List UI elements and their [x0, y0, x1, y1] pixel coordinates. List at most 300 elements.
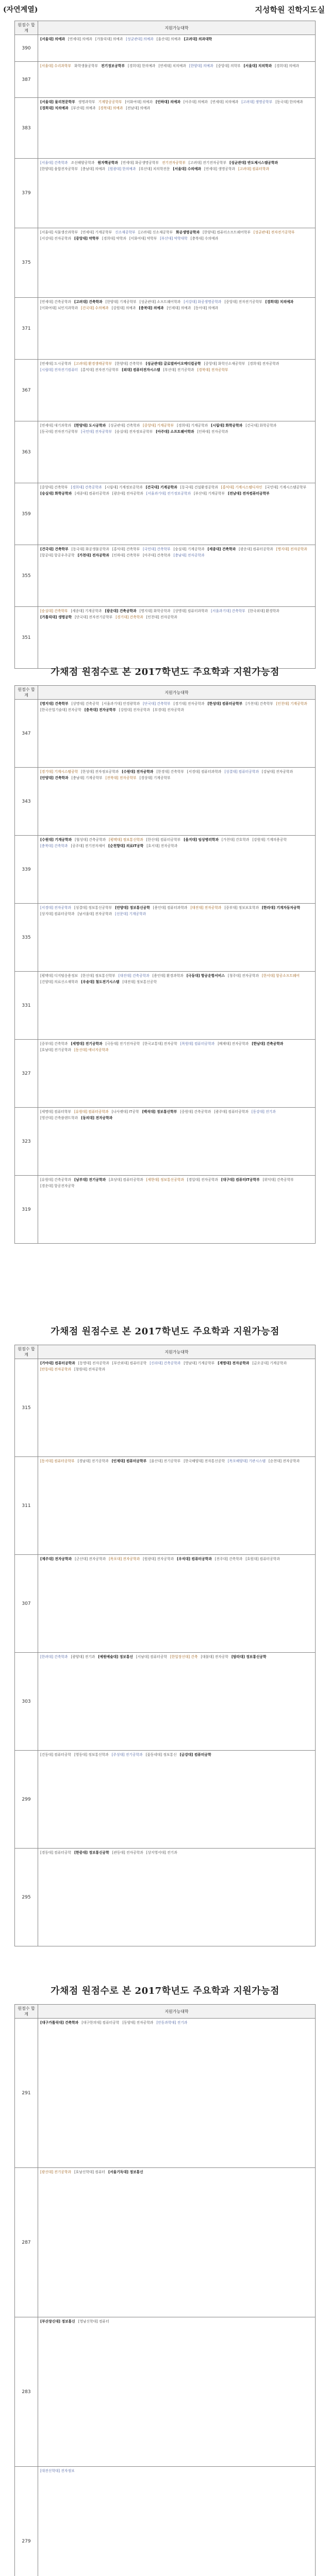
university-list — [40, 1752, 313, 1758]
score-col-header: 원점수 합계 — [15, 1345, 38, 1359]
entries-cell — [38, 159, 316, 228]
score-cell: 307 — [15, 1555, 38, 1653]
score-cell: 315 — [15, 1359, 38, 1457]
table-row — [15, 35, 316, 62]
entries-cell — [38, 483, 316, 545]
university-entry: [유원대] 컴퓨터공학과 — [74, 1110, 109, 1114]
university-entry: [연세대] 화공생명공학부 — [121, 161, 159, 165]
university-entry: 화학생물공학부 — [74, 64, 98, 68]
university-entry: [경희대] 한의예과 — [127, 64, 156, 68]
university-entry: 조선해양공학과 — [71, 161, 95, 165]
entries-cell — [38, 2317, 316, 2467]
entries-cell — [38, 62, 316, 98]
university-entry: [영동대] 정보통신학과 — [74, 1753, 109, 1757]
table-row — [15, 904, 316, 972]
entries-cell — [38, 1040, 316, 1108]
university-entry: [충남대] 기계공학부 — [71, 775, 103, 780]
university-entry: [한양대] 융합전자공학부 — [40, 166, 78, 171]
score-cell: 323 — [15, 1108, 38, 1176]
university-list — [40, 361, 313, 373]
university-entry: [주성대] 전기공학과 — [111, 1753, 143, 1757]
university-entry: [광운대] 컴퓨터공학과 — [239, 547, 273, 551]
entries-cell — [38, 836, 316, 904]
university-entry: [성균관대] 반도체시스템공학과 — [229, 161, 278, 165]
university-entry: [성균관대] 전자전기공학부 — [253, 230, 295, 234]
entries-cell — [38, 1108, 316, 1176]
entries-cell — [38, 904, 316, 972]
section-title-2: 가채점 원점수로 본 2017학년도 주요학과 지원가능점 — [51, 667, 279, 677]
university-entry: [시립대] 전자전기컴퓨터 — [40, 367, 78, 372]
university-list — [40, 2020, 313, 2026]
university-entry: [울산대] 의예과 — [156, 37, 181, 41]
university-entry: [목포해양대] 기관시스템 — [227, 1459, 266, 1463]
table-row — [15, 700, 316, 768]
university-list — [40, 423, 313, 435]
university-entry: [서남대] 컴퓨터공학 — [136, 1655, 167, 1659]
university-entry: [경일대] 전자공학과 — [187, 1178, 218, 1182]
university-entry: [고려대] 건축학과 — [74, 300, 103, 304]
page-header — [0, 0, 330, 21]
university-entry: [연세대] 건축공학과 — [40, 300, 71, 304]
university-entry: [안양대] 건축학과 — [40, 775, 69, 780]
university-entry: [안동과학대] 전기과 — [156, 2021, 188, 2025]
university-entry: [홍익대] 건축학부 — [112, 547, 140, 551]
university-entry: [수원대] 전자공학과 — [122, 770, 154, 774]
table-row — [15, 2467, 316, 2576]
university-entry: [중원대] 건축공학과 — [180, 1110, 211, 1114]
university-entry: [한려대] 건축학과 — [40, 1655, 68, 1659]
university-list — [40, 769, 313, 781]
score-cell: 327 — [15, 1040, 38, 1108]
entries-cell — [38, 298, 316, 360]
university-list — [40, 1041, 313, 1053]
table-row — [15, 159, 316, 228]
university-entry: [고려대] 의과대학 — [184, 37, 212, 41]
university-entry: [한신대] 정보통신학부 — [81, 974, 116, 978]
university-entry: [한양대] 건축학부 — [115, 362, 143, 366]
university-entry: [가톨릭대] 의예과 — [95, 37, 123, 41]
university-entry: [강원대] 전자공학과 — [119, 707, 150, 712]
university-entry: [연세대] 의예과 — [68, 37, 92, 41]
university-entry: [연세대] 생명공학과 — [204, 166, 235, 171]
entries-cell — [38, 1359, 316, 1457]
score-cell: 355 — [15, 545, 38, 607]
entries-cell — [38, 972, 316, 1040]
university-entry: [서울대] 수의예과 — [173, 166, 201, 171]
university-entry: [호남신학대] 컴퓨터 — [74, 2170, 105, 2174]
university-entry: [백석대] 정보통신학부 — [142, 1110, 177, 1114]
university-entry: [가톨릭대] 생명공학 — [40, 615, 72, 619]
university-entry: [서강대] 전자공학과 — [40, 236, 71, 241]
university-entry: [대구대] 컴퓨터IT공학부 — [221, 1178, 260, 1182]
university-entry: [전남대] 의예과 — [126, 106, 151, 110]
university-entry: [영남신학대] 컴퓨터 — [78, 2319, 109, 2324]
university-entry: [영남대] 기계공학부 — [184, 1361, 215, 1365]
score-cell: 383 — [15, 98, 38, 159]
entries-cell — [38, 2168, 316, 2317]
table-row — [15, 1176, 316, 1244]
score-cell: 363 — [15, 421, 38, 483]
table-row — [15, 836, 316, 904]
university-entry: [극동대] 전기전자공학 — [105, 1042, 140, 1046]
university-entry: [건동대] 컴퓨터공학 — [40, 1753, 71, 1757]
university-entry: [동국대] 한의예과 — [275, 100, 303, 104]
university-entry: [신라대] 건축공학과 — [150, 1361, 181, 1365]
university-entry: [경희대] 치의예과 — [265, 300, 294, 304]
content-col-header: 지원가능대학 — [38, 2005, 316, 2019]
score-table-1 — [14, 21, 316, 669]
university-entry: [아주대] 의예과 — [183, 100, 208, 104]
university-entry: [가야대] 컴퓨터공학과 — [40, 1361, 75, 1365]
entries-cell — [38, 1176, 316, 1244]
entries-cell — [38, 700, 316, 768]
university-entry: [목포대] 전자공학과 — [109, 1557, 140, 1561]
university-entry: [동아대] 의예과 — [194, 306, 219, 310]
university-list — [40, 37, 313, 43]
table-row — [15, 360, 316, 421]
university-entry: [세명대] 컴퓨터학부 — [40, 1110, 71, 1114]
university-entry: [협성대] 건축공학과 — [75, 838, 106, 842]
score-cell: 311 — [15, 1457, 38, 1555]
university-entry: [동신대] 에너지공학과 — [74, 1047, 109, 1052]
score-cell: 351 — [15, 607, 38, 669]
university-entry: [단국대] 전자전기공학부 — [75, 615, 113, 619]
entries-cell — [38, 545, 316, 607]
university-entry: 기계항공공학부 — [98, 100, 122, 104]
university-entry: [아주대] 건축학과 — [143, 553, 171, 557]
university-entry: [중부대] 정보보호학과 — [224, 906, 259, 910]
table-row — [15, 768, 316, 836]
university-entry: [나사렛대] IT공학 — [111, 1110, 139, 1114]
university-entry: [꽃동네대] 정보통신 — [145, 1753, 177, 1757]
university-entry: [광운대] 건축공학과 — [105, 609, 137, 613]
university-entry: [중앙대] 전자전기공학부 — [224, 300, 262, 304]
table-row — [15, 2168, 316, 2317]
university-entry: [우석대] 컴퓨터공학과 — [177, 1557, 212, 1561]
score-cell: 371 — [15, 298, 38, 360]
university-entry: [원광대] 한의예과 — [108, 166, 136, 171]
university-entry: [이화여대] 뇌인지과학과 — [40, 306, 78, 310]
entries-cell — [38, 421, 316, 483]
university-list — [40, 160, 313, 172]
university-entry: [중앙대] 약학부 — [74, 236, 99, 241]
entries-cell — [38, 2019, 316, 2168]
university-entry: [부산대] 기계공학부 — [193, 491, 225, 496]
university-entry: [한일장신대] 건축 — [170, 1655, 198, 1659]
university-entry: [고려대] 환경생태공학부 — [74, 362, 112, 366]
university-entry: [충북대] 전자공학부 — [84, 707, 116, 712]
university-entry: [가천대] 건축학부 — [245, 702, 273, 706]
university-entry: [국민대] 기계시스템공학부 — [265, 485, 307, 489]
university-entry: [세종대] 컴퓨터공학과 — [75, 491, 109, 496]
university-entry: [인천대] 기계공학과 — [276, 702, 307, 706]
university-entry: [순천대] 전자공학과 — [269, 1459, 300, 1463]
university-entry: [한국외대] 환경학과 — [248, 609, 279, 613]
university-entry: [경상대] 기계공학부 — [139, 775, 171, 780]
score-col-header: 원점수 합계 — [15, 2005, 38, 2019]
university-entry: [금강대] 컴퓨터공학 — [179, 1753, 211, 1757]
university-list — [40, 99, 313, 111]
table-row — [15, 2019, 316, 2168]
university-entry: [고려대] 생명공학부 — [241, 100, 273, 104]
university-entry: [원광대] 전자공학과 — [143, 1557, 174, 1561]
university-entry: [시립대] 기계정보공학과 — [105, 485, 143, 489]
university-entry: [경희대] 약학과 — [102, 236, 126, 241]
entries-cell — [38, 607, 316, 669]
university-entry: [울산대] 전기공학부 — [150, 1459, 181, 1463]
university-entry: [부산장신대] 정보통신 — [40, 2319, 75, 2324]
university-entry: [안양대] 정보통신공학 — [115, 906, 150, 910]
university-entry: [선문대] 기계공학과 — [115, 911, 146, 916]
university-entry: [고려대] 전기전자공학부 — [188, 161, 227, 165]
table-row — [15, 1555, 316, 1653]
university-entry: [한남대] 건축공학과 — [252, 1042, 284, 1046]
university-entry: [이화여대] 약학부 — [129, 236, 157, 241]
university-entry: [건국대] 기계공학과 — [145, 485, 177, 489]
table-row — [15, 62, 316, 98]
university-entry: 원자핵공학과 — [97, 161, 118, 165]
university-entry: [성균관대] 건축학과 — [109, 423, 140, 428]
university-entry: [시립대] 화학공학과 — [211, 423, 243, 428]
score-cell: 331 — [15, 972, 38, 1040]
university-entry: [전남대] 전자컴퓨터공학부 — [227, 491, 270, 496]
university-entry: [성균관대] 소프트웨어학과 — [139, 300, 181, 304]
university-list — [40, 230, 313, 242]
university-entry: [대전대] 정보통신공학 — [122, 979, 157, 984]
content-col-header: 지원가능대학 — [38, 21, 316, 35]
university-entry: [평택대] 디지털응용정보 — [40, 974, 78, 978]
content-col-header: 지원가능대학 — [38, 1345, 316, 1359]
score-cell: 319 — [15, 1176, 38, 1244]
university-list — [40, 2170, 313, 2176]
entries-cell — [38, 360, 316, 421]
university-entry: [서울대] 수리과학부 — [40, 64, 71, 68]
entries-cell — [38, 35, 316, 62]
score-col-header: 원점수 합계 — [15, 686, 38, 700]
university-entry: [서경대] 컴퓨터과학과 — [187, 770, 222, 774]
university-list — [40, 1361, 313, 1372]
university-entry: [연세대] 기계공학부 — [81, 230, 112, 234]
table-row — [15, 228, 316, 298]
university-entry: [부산대] 약학대학 — [160, 236, 188, 241]
university-entry: [광신대] 전기공학과 — [40, 2170, 71, 2174]
university-entry: [한성대] 전자정보공학과 — [81, 770, 119, 774]
university-entry: [성결대] 컴퓨터공학과 — [224, 770, 259, 774]
university-entry: [인제대] 컴퓨터공학부 — [111, 1459, 147, 1463]
university-list — [40, 1556, 313, 1563]
university-entry: [위덕대] 건축공학부 — [262, 1178, 294, 1182]
score-cell: 287 — [15, 2168, 38, 2317]
score-cell: 295 — [15, 1849, 38, 1946]
university-entry: [홍익대] 기계시스템디자인 — [221, 485, 262, 489]
university-entry: [연세대] 대기과학과 — [40, 423, 71, 428]
university-entry: [가천대] 간호학과 — [221, 838, 250, 842]
university-entry: [경희대] 의예과 — [275, 64, 299, 68]
score-cell: 299 — [15, 1751, 38, 1849]
table-row — [15, 1751, 316, 1849]
university-entry: 신소재공학부 — [115, 230, 136, 234]
university-entry: [한성대] 컴퓨터공학부 — [207, 702, 243, 706]
score-cell: 347 — [15, 700, 38, 768]
university-entry: [부산대] 치의학전문 — [139, 166, 170, 171]
university-entry: [중앙대] 화학신소재공학부 — [204, 362, 245, 366]
university-entry: [연세대] 치의예과 — [210, 100, 239, 104]
score-cell: 291 — [15, 2019, 38, 2168]
university-entry: [서울과기대] 전기정보공학과 — [146, 491, 191, 496]
university-list — [40, 1177, 313, 1189]
university-list — [40, 485, 313, 497]
university-entry: [배재대] 전자공학과 — [218, 1042, 249, 1046]
score-cell: 343 — [15, 768, 38, 836]
table-row — [15, 421, 316, 483]
content-col-header: 지원가능대학 — [38, 686, 316, 700]
university-entry: [금오공대] 기계공학과 — [252, 1361, 287, 1365]
score-cell: 339 — [15, 836, 38, 904]
university-entry: [중앙대] 기계공학부 — [143, 423, 174, 428]
university-entry: [고려대] 컴퓨터학과 — [238, 166, 269, 171]
university-entry: [항공대] 항공우주공학 — [40, 553, 75, 557]
table-row — [15, 1457, 316, 1555]
university-entry: [전주대] 건축학과 — [214, 1557, 243, 1561]
university-entry: [순천향대] 의료IT공학 — [108, 843, 144, 848]
entries-cell — [38, 1751, 316, 1849]
university-entry: [광양대] 전기과 — [71, 1655, 95, 1659]
university-entry: [충남대] 전자공학과 — [173, 553, 205, 557]
section-title-3: 가채점 원점수로 본 2017학년도 주요학과 지원가능점 — [51, 1326, 279, 1337]
university-entry: [대진대] 건축공학과 — [118, 974, 150, 978]
university-entry: [숭실대] 건축학부 — [40, 609, 68, 613]
university-entry: [호서대] 전자공학과 — [146, 843, 178, 848]
university-list — [40, 905, 313, 917]
university-entry: [한양대] 의예과 — [189, 64, 213, 68]
university-entry: [극동대] 항공운항서비스 — [186, 974, 225, 978]
university-entry: [경희대] 치의예과 — [40, 106, 69, 110]
university-entry: [서울대] 건축학과 — [40, 161, 68, 165]
university-entry: [홍익대] 전자전기공학부 — [81, 367, 119, 372]
university-entry: [우송대] 철도전기시스템 — [81, 979, 120, 984]
university-entry: [한국교통대] 전자공학 — [143, 1042, 177, 1046]
university-entry: [용인대] 컴퓨터과학과 — [153, 906, 188, 910]
university-entry: [동양대] 전자공학과 — [122, 2021, 154, 2025]
university-list — [40, 1109, 313, 1121]
university-list — [40, 608, 313, 620]
university-entry: [서울대] 식물생산과학부 — [40, 230, 78, 234]
university-entry: [한중대] 정보통신공학 — [74, 1851, 109, 1855]
university-entry: [서울기독대] 정보통신 — [108, 2170, 143, 2174]
university-list — [40, 1654, 313, 1660]
university-entry: [안동대] 전자공학과 — [40, 1367, 71, 1371]
university-entry: [남부대] 전기공학과 — [74, 1178, 106, 1182]
university-list — [40, 547, 313, 558]
university-entry: [부산대] 의예과 — [71, 106, 96, 110]
university-entry: [강남대] 전자공학과 — [261, 770, 293, 774]
university-entry: [전북대] 전자공학부 — [105, 775, 137, 780]
university-entry: 생명과학부 — [78, 100, 95, 104]
university-entry: [예원예술대] 정보통신 — [98, 1655, 133, 1659]
score-cell: 279 — [15, 2467, 38, 2576]
score-cell: 387 — [15, 62, 38, 98]
university-entry: [충남대] 의예과 — [81, 166, 105, 171]
university-entry: [숭실대] 전자정보공학부 — [115, 429, 153, 434]
score-cell: 283 — [15, 2317, 38, 2467]
university-entry: [한양대] 도시공학과 — [74, 423, 106, 428]
university-entry: [상지영서대] 전기과 — [146, 1851, 177, 1855]
score-cell: 367 — [15, 360, 38, 421]
university-entry: [계명대] 전자공학과 — [218, 1361, 250, 1365]
score-cell: 379 — [15, 159, 38, 228]
table-row — [15, 1653, 316, 1751]
score-table-4 — [14, 2004, 316, 2576]
score-cell: 375 — [15, 228, 38, 298]
university-entry: [충북대] 수의예과 — [190, 236, 219, 241]
university-entry: [부경대] 전자공학과 — [153, 707, 184, 712]
university-entry: [수원대] 기계공학과 — [40, 838, 72, 842]
university-entry: [부산외대] 컴퓨터공학 — [112, 1361, 147, 1365]
university-entry: [중부대] 건축학과 — [40, 1042, 68, 1046]
university-entry: [이화여대] 의예과 — [125, 100, 153, 104]
university-entry: [인천대] 전자공학과 — [146, 615, 177, 619]
university-entry: [서울과기대] 안경광학과 — [102, 702, 140, 706]
university-entry: [경기대] 전자공학과 — [173, 702, 205, 706]
university-entry: [한신대] 컴퓨터공학부 — [146, 838, 181, 842]
university-entry: [대불대] 전자공학 — [201, 1655, 228, 1659]
university-entry: [한서대] 항공소프트웨어 — [261, 974, 300, 978]
university-entry: [청주대] 전자공학과 — [227, 974, 259, 978]
university-entry: [아주대] 소프트웨어학과 — [156, 429, 194, 434]
university-entry: [서울대] 물리천문학부 — [40, 100, 75, 104]
university-entry: [경희대] 건축공학과 — [71, 485, 102, 489]
university-entry: [경운대] 항공전자공학 — [40, 1183, 75, 1188]
university-entry: [한국해양대] 전자통신공학 — [184, 1459, 225, 1463]
university-entry: [명지대] 전자공학과 — [276, 547, 307, 551]
score-cell: 335 — [15, 904, 38, 972]
university-entry: [대구한의대] 컴퓨터공학 — [81, 2021, 120, 2025]
table-row — [15, 483, 316, 545]
university-entry: [국민대] 건축학부 — [143, 547, 171, 551]
table-row — [15, 1108, 316, 1176]
university-entry: [건국대] 수의예과 — [81, 306, 109, 310]
university-entry: [동국대] 화공생물공학과 — [71, 547, 109, 551]
entries-cell — [38, 768, 316, 836]
university-entry: [공주대] 전기전자제어 — [71, 843, 105, 848]
university-entry: [동국대] 건설환경공학과 — [180, 485, 218, 489]
university-entry: [상지대] 컴퓨터공학과 — [40, 911, 75, 916]
university-entry: [성결대] 정보통신공학부 — [74, 906, 112, 910]
university-entry: [서경대] 전자공학과 — [40, 906, 71, 910]
university-entry: [명지대] 화학공학과 — [139, 609, 171, 613]
university-list — [40, 2468, 313, 2475]
university-entry: [상명대] 건축공학 — [71, 702, 99, 706]
university-list — [40, 2319, 313, 2325]
university-entry: [국민대] 전자공학부 — [81, 429, 112, 434]
university-entry: [명지대] 건축학부 — [40, 702, 69, 706]
university-entry: [강원대] 기계의용공학 — [252, 838, 287, 842]
university-entry: [관동대] 전자공학과 — [112, 1851, 143, 1855]
university-entry: [세종대] 건축학과 — [207, 547, 236, 551]
university-entry: [호남대] 전기공학과 — [40, 1047, 71, 1052]
university-list — [40, 701, 313, 713]
table-row — [15, 1849, 316, 1946]
university-entry: [성균관대] 의예과 — [126, 37, 154, 41]
entries-cell — [38, 1457, 316, 1555]
university-entry: [동의대] 전자공학과 — [81, 1115, 113, 1120]
university-entry: [건양대] 의료신소재학과 — [40, 979, 78, 984]
score-cell: 390 — [15, 35, 38, 62]
university-entry: [초당대] 컴퓨터공학과 — [109, 1178, 143, 1182]
university-entry: [연세대] 치의예과 — [158, 64, 186, 68]
university-entry: [대진대] 전자공학과 — [190, 906, 222, 910]
school-name: 지성학원 진학지도실 — [255, 5, 325, 14]
